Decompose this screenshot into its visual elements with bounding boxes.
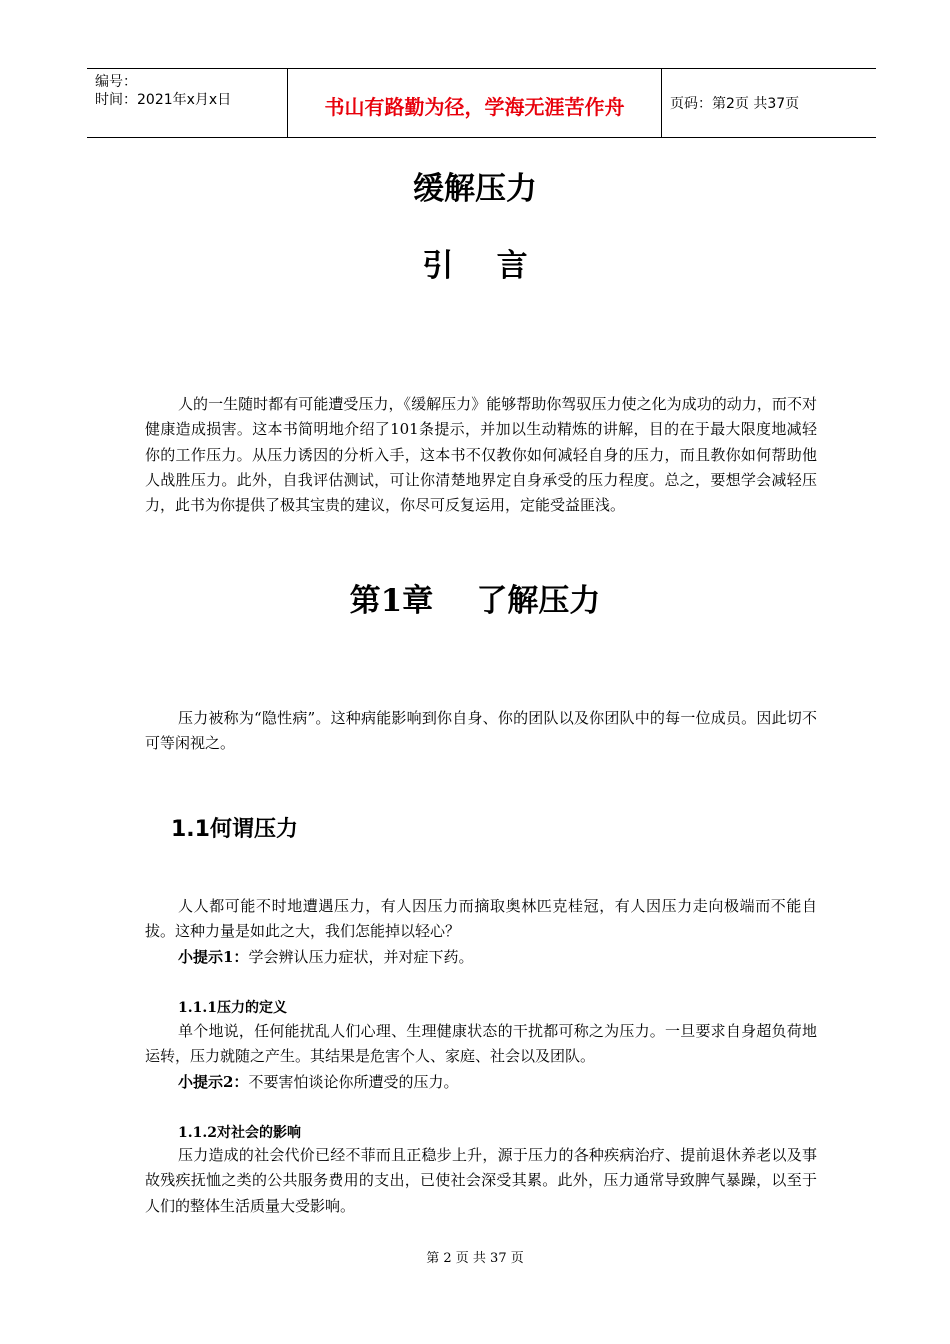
header-page-number: 页码：第2页 共37页 xyxy=(670,96,800,112)
chapter-text: 压力被称为“隐性病”。这种病能影响到你自身、你的团队以及你团队中的每一位成员。因此切不可等闲视之。 xyxy=(145,709,817,753)
chapter-title: 第1章 了解压力 xyxy=(349,583,601,619)
intro-paragraph xyxy=(145,392,817,518)
section-1-1-2-paragraph xyxy=(145,1143,817,1219)
header-motto-cell xyxy=(288,69,662,137)
tip-2-text: 不要害怕谈论你所遭受的压力。 xyxy=(248,1073,459,1091)
header-page-cell xyxy=(662,69,876,137)
section-1-1-2-title: 1.1.2对社会的影响 xyxy=(178,1125,301,1141)
section-1-1-1-text: 单个地说，任何能扰乱人们心理、生理健康状态的干扰都可称之为压力。一旦要求自身超负荷地运转，压力就随之产生。其结果是危害个人、家庭、社会以及团队。 xyxy=(145,1022,817,1066)
page-footer: 第 2 页 共 37 页 xyxy=(426,1251,524,1266)
tip-2-label: 小提示2： xyxy=(178,1073,249,1091)
section-1-1-paragraph xyxy=(145,894,817,945)
tip-1-text: 学会辨认压力症状，并对症下药。 xyxy=(248,948,474,966)
tip-1-label: 小提示1： xyxy=(178,948,249,966)
header-motto: 书山有路勤为径，学海无涯苦作舟 xyxy=(324,95,625,119)
section-1-1-1-paragraph xyxy=(145,1019,817,1070)
chapter-paragraph xyxy=(145,706,817,757)
section-1-1-text: 人人都可能不时地遭遇压力，有人因压力而摘取奥林匹克桂冠，有人因压力走向极端而不能自拔。这种力量是如此之大，我们怎能掉以轻心？ xyxy=(145,897,817,941)
header-meta-cell xyxy=(87,69,288,137)
time-label: 时间：2021年x月x日 xyxy=(95,92,232,108)
section-1-1-title: 1.1何谓压力 xyxy=(171,817,298,842)
section-1-1-1-title: 1.1.1压力的定义 xyxy=(178,1000,287,1016)
code-label: 编号： xyxy=(95,74,137,90)
intro-title: 引 言 xyxy=(422,248,528,284)
intro-text: 人的一生随时都有可能遭受压力，《缓解压力》能够帮助你驾驭压力使之化为成功的动力，而不对健康造成损害。这本书简明地介绍了101条提示，并加以生动精炼的讲解，目的在于最大限度地减轻你的工作压力。从压力诱因的分析入手，这本书不仅教你如何减轻自身的压力，而且教你如何帮助他人战胜压力。此外，自我评估测试，可让你清楚地界定自身承受的压力程度。总之，要想学会减轻压力，此书为你提供了极其宝贵的建议，你尽可反复运用，定能受益匪浅。 xyxy=(145,395,817,515)
page-header-table xyxy=(87,68,876,138)
section-1-1-2-text: 压力造成的社会代价已经不菲而且正稳步上升，源于压力的各种疾病治疗、提前退休养老以及事故残疾抚恤之类的公共服务费用的支出，已使社会深受其累。此外，压力通常导致脾气暴躁，以至于人们的整体生活质量大受影响。 xyxy=(145,1146,817,1215)
book-title: 缓解压力 xyxy=(413,171,537,207)
tip-1 xyxy=(145,946,858,967)
tip-2 xyxy=(145,1071,858,1092)
